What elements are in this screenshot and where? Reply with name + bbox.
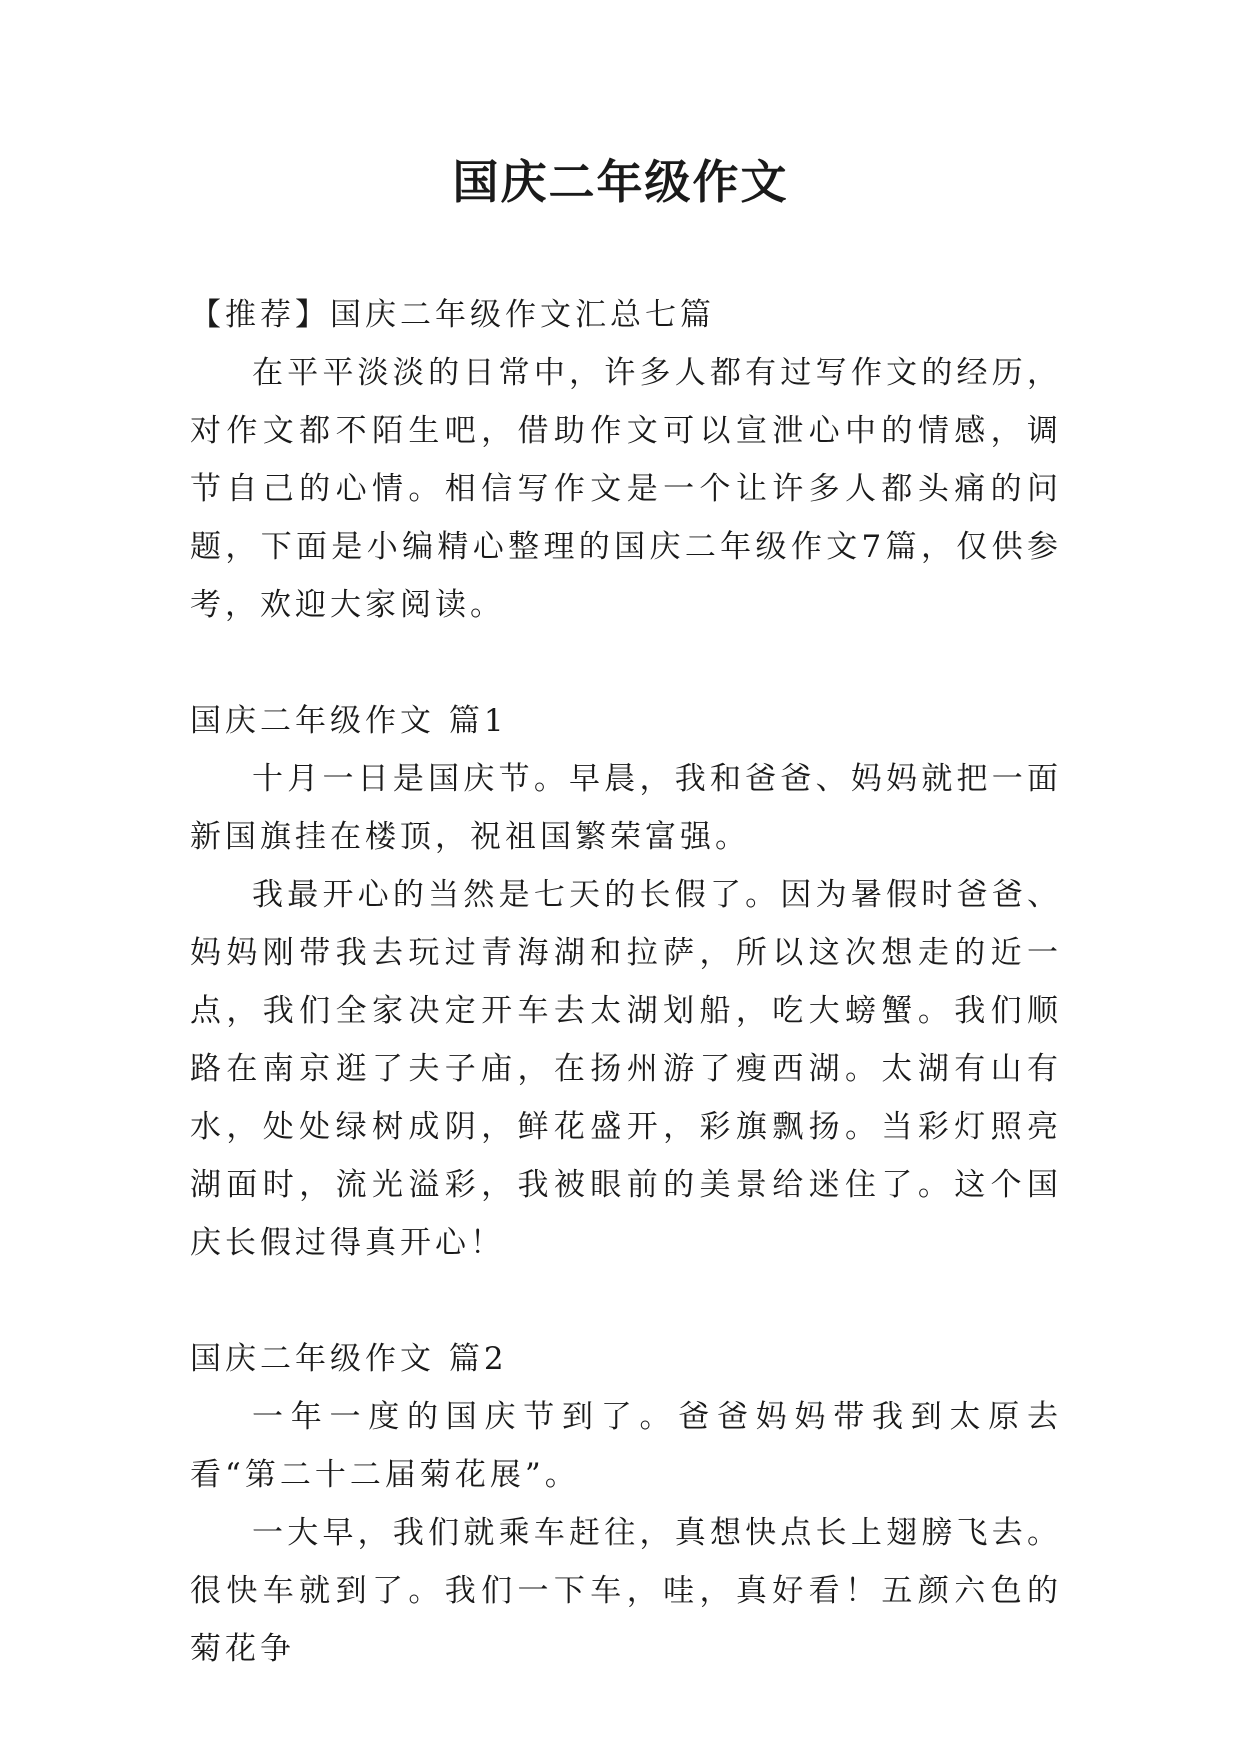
- section-paragraph: 十月一日是国庆节。早晨，我和爸爸、妈妈就把一面新国旗挂在楼顶，祝祖国繁荣富强。: [190, 761, 1062, 855]
- section-paragraph: 我最开心的当然是七天的长假了。因为暑假时爸爸、妈妈刚带我去玩过青海湖和拉萨，所以这次想走的近一点，我们全家决定开车去太湖划船，吃大螃蟹。我们顺路在南京逛了夫子庙，在扬州游了瘦西湖。太湖有山有水，处处绿树成阴，鲜花盛开，彩旗飘扬。当彩灯照亮湖面时，流光溢彩，我被眼前的美景给迷住了。这个国庆长假过得真开心！: [190, 877, 1062, 1261]
- intro-heading: 【推荐】国庆二年级作文汇总七篇: [190, 297, 715, 333]
- section-heading: 国庆二年级作文 篇2: [190, 1341, 508, 1377]
- document-body: [190, 286, 1062, 1678]
- document-title: 国庆二年级作文: [452, 155, 789, 209]
- intro-paragraph: 在平平淡淡的日常中，许多人都有过写作文的经历，对作文都不陌生吧，借助作文可以宣泄心中的情感，调节自己的心情。相信写作文是一个让许多人都头痛的问题，下面是小编精心整理的国庆二年级作文7篇，仅供参考，欢迎大家阅读。: [190, 355, 1062, 623]
- section-heading: 国庆二年级作文 篇1: [190, 703, 508, 739]
- section-paragraph: 一大早，我们就乘车赶往，真想快点长上翅膀飞去。很快车就到了。我们一下车，哇，真好看！五颜六色的菊花争: [190, 1515, 1062, 1667]
- section-paragraph: 一年一度的国庆节到了。爸爸妈妈带我到太原去看“第二十二届菊花展”。: [190, 1399, 1062, 1493]
